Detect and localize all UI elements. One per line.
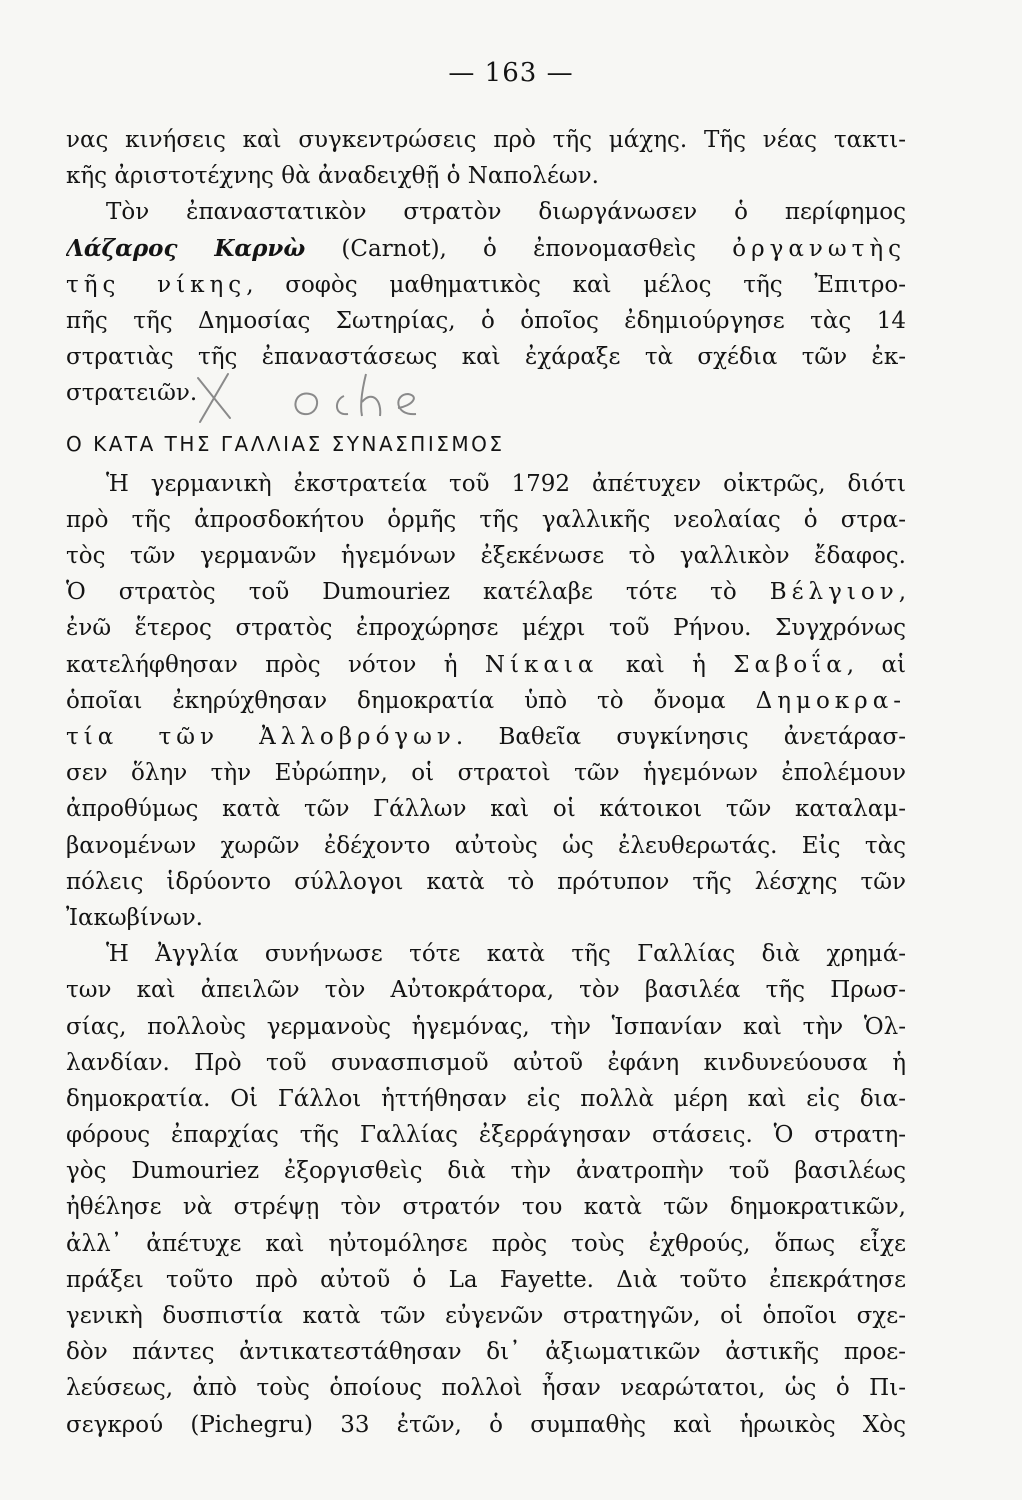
text-line: Τὸν ἐπαναστατικὸν στρατὸν διωργάνωσεν ὁ περίφημος: [106, 199, 906, 226]
spaced-phrase: ὀργανωτὴς: [732, 235, 906, 262]
spaced-phrase: Νίκαια: [484, 651, 599, 678]
text-line: πρὸ τῆς ἀπροσδοκήτου ὁρμῆς τῆς γαλλικῆς νεολαίας ὁ στρα-: [66, 506, 906, 533]
text-line: των καὶ ἀπειλῶν τὸν Αὐτοκράτορα, τὸν βασιλέα τῆς Πρωσ-: [66, 977, 906, 1004]
text-line: σεγκρού (Pichegru) 33 ἐτῶν, ὁ συμπαθὴς καὶ ἡρωικὸς Χὸς: [66, 1411, 906, 1438]
text-line: Ἰακωβίνων.: [66, 904, 203, 931]
text-line: πράξει τοῦτο πρὸ αὐτοῦ ὁ La Fayette. Διὰ τοῦτο ἐπεκράτησε: [66, 1266, 906, 1293]
text-line: [66, 231, 906, 267]
text-run: , σοφὸς μαθηματικὸς καὶ μέλος τῆς Ἐπιτρο-: [246, 271, 906, 298]
text-run: κατελήφθησαν πρὸς νότον ἡ: [66, 651, 485, 678]
text-line: πόλεις ἱδρύοντο σύλλογοι κατὰ τὸ πρότυπον τῆς λέσχης τῶν: [66, 868, 906, 895]
text-line: ἀπροθύμως κατὰ τῶν Γάλλων καὶ οἱ κάτοικοι τῶν καταλαμ-: [66, 796, 906, 823]
text-line: σεν ὅλην τὴν Εὐρώπην, οἱ στρατοὶ τῶν ἡγεμόνων ἐπολέμουν: [66, 760, 906, 787]
text-line: Ἡ γερμανικὴ ἐκστρατεία τοῦ 1792 ἀπέτυχεν οἰκτρῶς, διότι: [106, 470, 906, 497]
text-line: [66, 719, 906, 755]
text-line: φόρους ἐπαρχίας τῆς Γαλλίας ἐξερράγησαν στάσεις. Ὁ στρατη-: [66, 1122, 906, 1149]
spaced-phrase: Βέλγιον: [769, 579, 899, 606]
text-run: (Carnot), ὁ ἐπονομασθεὶς: [305, 235, 733, 262]
person-name-carnot: Λάζαρος Καρνὼ: [66, 234, 306, 262]
text-line: λεύσεως, ἀπὸ τοὺς ὁποίους πολλοὶ ἦσαν νεαρώτατοι, ὡς ὁ Πι-: [66, 1375, 906, 1402]
text-run: καὶ ἡ: [598, 651, 734, 678]
text-line: στρατειῶν.: [66, 380, 198, 407]
text-line: [66, 267, 906, 303]
text-line: ἀλλ᾽ ἀπέτυχε καὶ ηὐτομόλησε πρὸς τοὺς ἐχθρούς, ὅπως εἶχε: [66, 1230, 906, 1257]
text-run: , αἱ: [846, 651, 906, 678]
text-line: Ἡ Ἀγγλία συνήνωσε τότε κατὰ τῆς Γαλλίας διὰ χρημά-: [106, 941, 906, 968]
text-line: πῆς τῆς Δημοσίας Σωτηρίας, ὁ ὁποῖος ἐδημιούργησε τὰς 14: [66, 307, 906, 334]
text-run: . Βαθεῖα συγκίνησις ἀνετάρασ-: [455, 724, 906, 750]
text-line: βανομένων χωρῶν ἐδέχοντο αὐτοὺς ὡς ἐλευθερωτάς. Εἰς τὰς: [66, 832, 906, 859]
text-line: στρατιὰς τῆς ἐπαναστάσεως καὶ ἐχάραξε τὰ σχέδια τῶν ἐκ-: [66, 344, 906, 371]
text-line: λανδίαν. Πρὸ τοῦ συνασπισμοῦ αὐτοῦ ἐφάνη κινδυνεύουσα ἡ: [66, 1049, 906, 1076]
text-line: σίας, πολλοὺς γερμανοὺς ἡγεμόνας, τὴν Ἱσπανίαν καὶ τὴν Ὁλ-: [66, 1013, 906, 1040]
text-line: τὸς τῶν γερμανῶν ἡγεμόνων ἐξεκένωσε τὸ γαλλικὸν ἔδαφος.: [66, 543, 906, 570]
text-line: [66, 683, 906, 719]
page-number: — 163 —: [448, 58, 574, 88]
text-line: [66, 647, 906, 683]
text-line: ἐνῶ ἕτερος στρατὸς ἐπροχώρησε μέχρι τοῦ Ρήνου. Συγχρόνως: [66, 615, 906, 642]
text-line: γὸς Dumouriez ἐξοργισθεὶς διὰ τὴν ἀνατροπὴν τοῦ βασιλέως: [66, 1158, 906, 1185]
section-heading: Ο ΚΑΤΑ ΤΗΣ ΓΑΛΛΙΑΣ ΣΥΝΑΣΠΙΣΜΟΣ: [66, 431, 505, 456]
text-line: [66, 574, 906, 610]
text-line: δὸν πάντες ἀντικατεστάθησαν δι᾽ ἀξιωματικῶν ἀστικῆς προε-: [66, 1339, 906, 1366]
text-line: κῆς ἀριστοτέχνης θὰ ἀναδειχθῇ ὁ Ναπολέων.: [66, 163, 599, 190]
text-line: ἠθέλησε νὰ στρέψῃ τὸν στρατόν του κατὰ τῶν δημοκρατικῶν,: [66, 1194, 906, 1221]
text-run: Ὁ στρατὸς τοῦ Dumouriez κατέλαβε τότε τὸ: [66, 579, 770, 606]
spaced-phrase: τία τῶν Ἀλλοβρόγων: [66, 724, 456, 750]
spaced-phrase: τῆς νίκης: [66, 271, 247, 298]
spaced-phrase: Δημοκρα-: [755, 687, 906, 714]
text-run: ὁποῖαι ἐκηρύχθησαν δημοκρατία ὑπὸ τὸ ὄνομα: [66, 687, 756, 714]
body-text: [66, 122, 906, 1443]
text-run: ,: [898, 579, 906, 606]
text-line: δημοκρατία. Οἱ Γάλλοι ἡττήθησαν εἰς πολλὰ μέρη καὶ εἰς δια-: [66, 1085, 906, 1112]
text-line: γενικὴ δυσπιστία κατὰ τῶν εὐγενῶν στρατηγῶν, οἱ ὁποῖοι σχε-: [66, 1303, 906, 1329]
spaced-phrase: Σαβοΐα: [733, 651, 847, 678]
text-line: νας κινήσεις καὶ συγκεντρώσεις πρὸ τῆς μάχης. Τῆς νέας τακτι-: [66, 127, 906, 153]
